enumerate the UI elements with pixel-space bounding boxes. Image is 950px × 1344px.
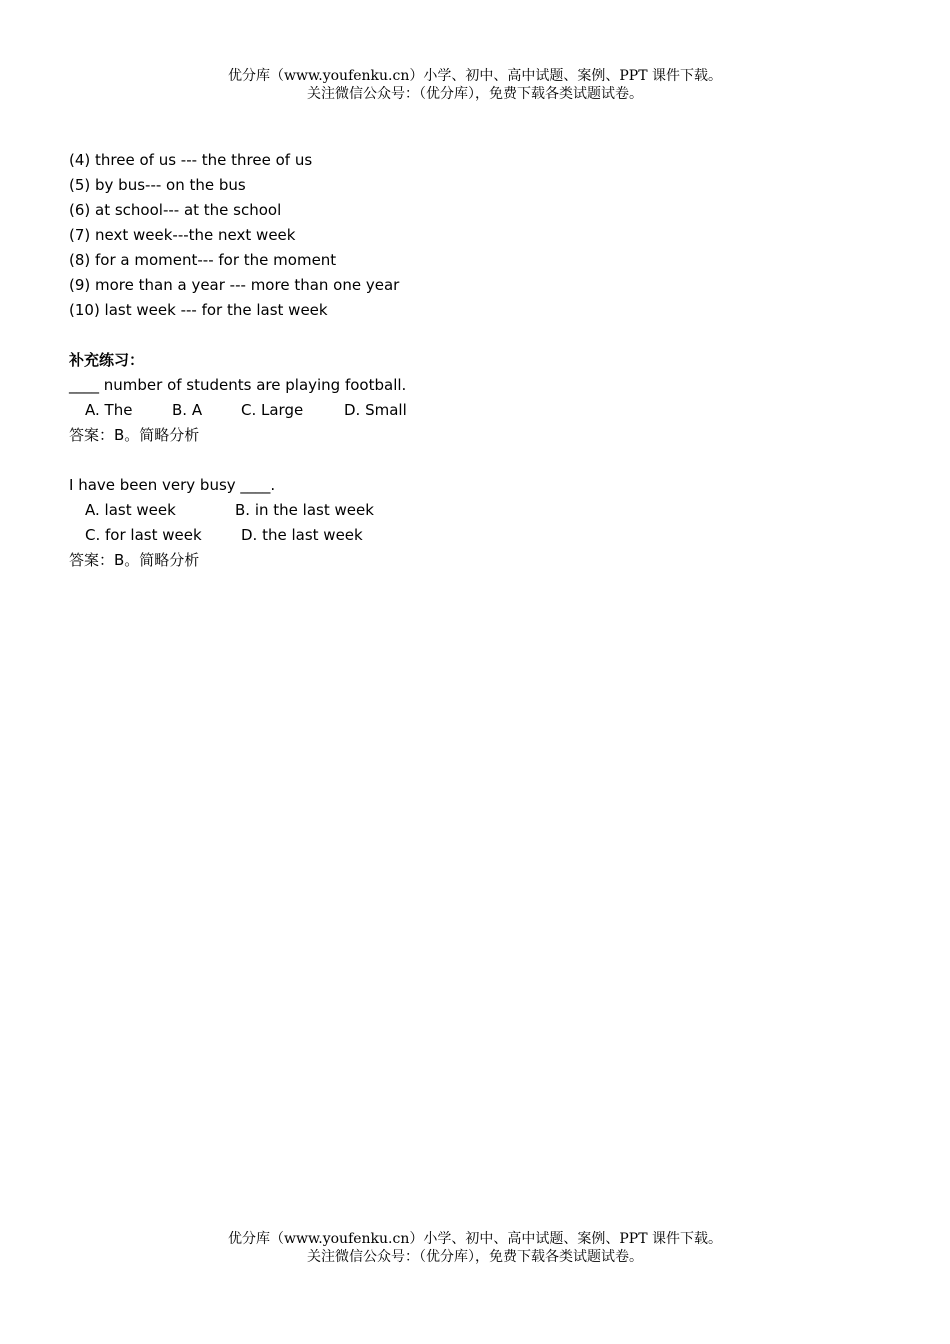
question-1-options [69, 398, 889, 423]
page-footer [0, 1230, 950, 1266]
header-line-1: 优分库（www.youfenku.cn）小学、初中、高中试题、案例、PPT 课件下载。 [227, 68, 722, 84]
question-2-option-c: C. for last week [85, 526, 202, 544]
exercise-heading: 补充练习： [69, 351, 145, 369]
spacer [69, 448, 889, 473]
question-2-option-d: D. the last week [241, 526, 363, 544]
question-2-answer: 答案：B。简略分析 [69, 551, 200, 569]
comparison-item: (7) next week---the next week [69, 226, 296, 244]
question-2-option-b: B. in the last week [235, 501, 374, 519]
page-header [0, 67, 950, 103]
comparison-item: (4) three of us --- the three of us [69, 151, 313, 169]
comparison-item: (10) last week --- for the last week [69, 301, 328, 319]
question-1-option-c: C. Large [241, 401, 304, 419]
question-2-options-row-2 [69, 523, 889, 548]
question-2-stem: I have been very busy ____. [69, 476, 276, 494]
question-1-option-d: D. Small [344, 401, 407, 419]
comparison-item: (5) by bus--- on the bus [69, 176, 246, 194]
question-1-answer: 答案：B。简略分析 [69, 426, 200, 444]
question-1-option-b: B. A [172, 401, 203, 419]
document-body [69, 148, 889, 573]
header-line-2: 关注微信公众号：（优分库），免费下载各类试题试卷。 [307, 86, 643, 102]
comparison-item: (6) at school--- at the school [69, 201, 282, 219]
footer-line-2: 关注微信公众号：（优分库），免费下载各类试题试卷。 [307, 1249, 643, 1265]
comparison-item: (9) more than a year --- more than one year [69, 276, 400, 294]
question-1-stem: ____ number of students are playing football. [69, 376, 407, 394]
question-2-option-a: A. last week [85, 501, 176, 519]
footer-line-1: 优分库（www.youfenku.cn）小学、初中、高中试题、案例、PPT 课件下载。 [227, 1231, 722, 1247]
comparison-item: (8) for a moment--- for the moment [69, 251, 337, 269]
question-1-option-a: A. The [85, 401, 133, 419]
spacer [69, 323, 889, 348]
question-2-options-row-1 [69, 498, 889, 523]
